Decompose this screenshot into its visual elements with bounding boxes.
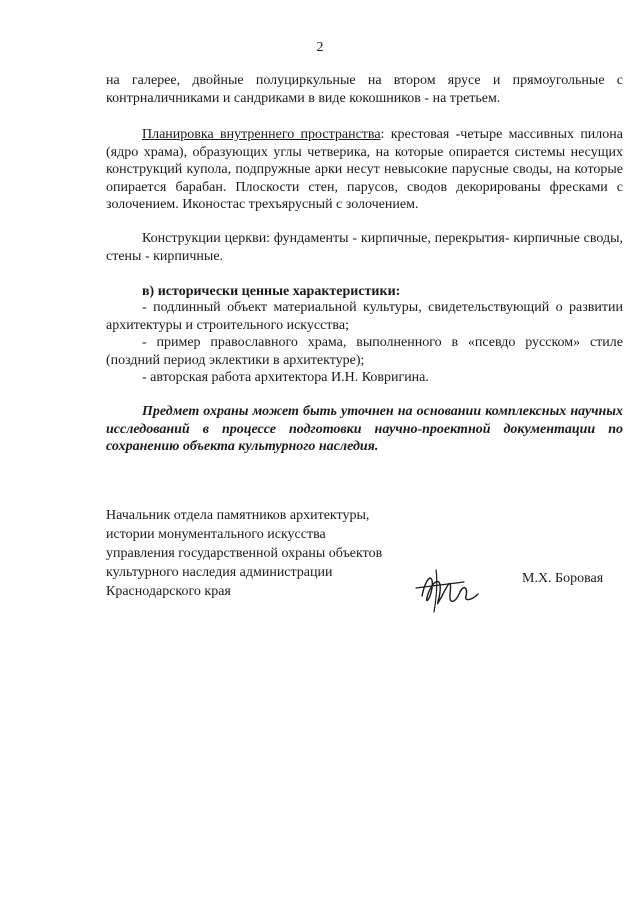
section-title: в) исторически ценные характеристики:	[142, 284, 401, 299]
signatory-title-line: культурного наследия администрации	[106, 565, 333, 580]
paragraph-interior-layout	[106, 126, 623, 214]
list-item: - авторская работа архитектора И.Н. Ковригина.	[142, 370, 429, 385]
interior-layout-text: : крестовая -четыре массивных пилона (ядро храма), образующих углы четверика, на которые опирается системы несущих конструкций купола, подпружные арки несут невысокие парусные своды, на которые опирается барабан. Плоскости стен, парусов, сводов декорированы фресками с золочением. Иконостас трехъярусный с золочением.	[106, 127, 623, 212]
signatory-title	[106, 506, 436, 601]
page-number: 2	[316, 40, 324, 55]
paragraph-constructions: Конструкции церкви: фундаменты - кирпичные, перекрытия- кирпичные своды, стены - кирпичные.	[106, 231, 623, 264]
signatory-title-line: истории монументального искусства	[106, 527, 326, 542]
signatory-name: М.Х. Боровая	[522, 571, 604, 586]
paragraph-windows: на галерее, двойные полуциркульные на втором ярусе и прямоугольные с контрналичниками и сандриками в виде кокошников - на третьем.	[106, 73, 623, 106]
interior-layout-label: Планировка внутреннего пространства	[142, 127, 381, 142]
handwritten-signature	[412, 566, 492, 614]
protection-note: Предмет охраны может быть уточнен на основании комплексных научных исследований в процессе подготовки научно-проектной документации по сохранению объекта культурного наследия.	[106, 404, 623, 454]
signatory-title-line: Начальник отдела памятников архитектуры,	[106, 508, 370, 523]
list-item: - пример православного храма, выполненного в «псевдо русском» стиле (поздний период эклектики в архитектуре);	[106, 335, 623, 368]
list-item: - подлинный объект материальной культуры, свидетельствующий о развитии архитектуры и строительного искусства;	[106, 300, 623, 333]
signatory-title-line: управления государственной охраны объектов	[106, 546, 383, 561]
signatory-title-line: Краснодарского края	[106, 584, 231, 599]
